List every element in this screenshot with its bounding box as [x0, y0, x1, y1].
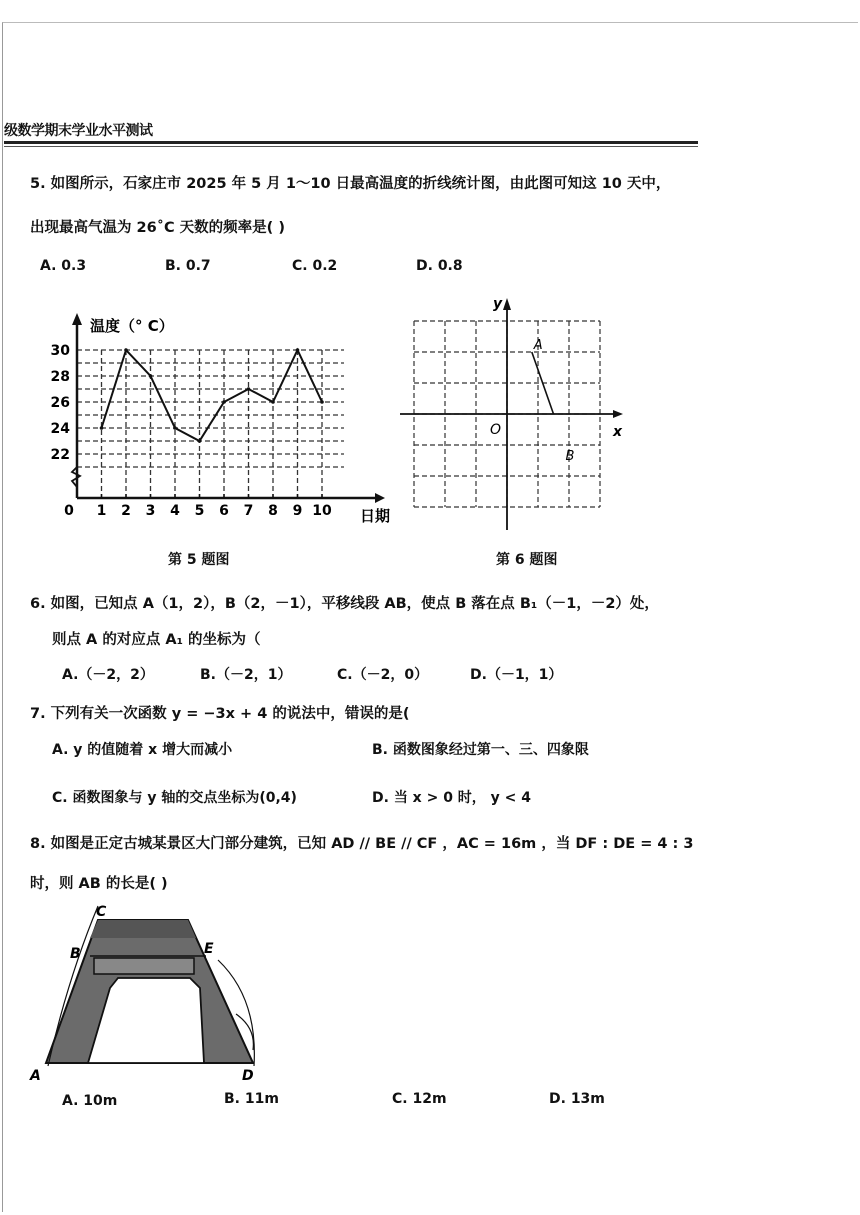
- q5-stem-line2: 出现最高气温为 26˚C 天数的频率是( ): [30, 220, 285, 236]
- label-a: A: [30, 1068, 41, 1083]
- header-rule-thin: [4, 146, 698, 147]
- x-tick-label-8: 8: [268, 503, 278, 519]
- x-tick-label-9: 9: [292, 503, 303, 519]
- chart-ticks: [51, 343, 332, 519]
- y-axis-letter: y: [493, 296, 503, 312]
- label-c: C: [96, 904, 107, 920]
- data-point-day-4: [173, 426, 177, 430]
- label-e: E: [204, 941, 214, 957]
- q7-option-d[interactable]: D. 当 x > 0 时， y < 4: [372, 790, 532, 806]
- q6-option-d[interactable]: D.（－1，1）: [470, 667, 563, 683]
- x-axis-arrow: [613, 410, 623, 418]
- q5-figure-caption: 第 5 题图: [168, 552, 230, 568]
- y-axis-arrow: [72, 313, 82, 325]
- q7-option-a[interactable]: A. y 的值随着 x 增大而减小: [52, 742, 233, 758]
- data-point-day-8: [271, 400, 275, 404]
- q8-option-b[interactable]: B. 11m: [224, 1091, 279, 1107]
- y-axis-arrow: [503, 298, 511, 310]
- point-a-label: A: [533, 338, 543, 353]
- header-rule: [4, 141, 698, 144]
- x-tick-label-7: 7: [243, 503, 254, 519]
- q7-stem: 7. 下列有关一次函数 y = −3x + 4 的说法中，错误的是(: [30, 706, 410, 722]
- x-tick-label-4: 4: [170, 503, 180, 519]
- x-axis-label: 日期: [360, 507, 391, 525]
- q5-option-b[interactable]: B. 0.7: [165, 258, 211, 274]
- q8-stem-line2: 时，则 AB 的长是( ): [30, 876, 168, 892]
- x-axis-letter: x: [613, 424, 623, 440]
- data-point-day-9: [296, 348, 300, 352]
- q5-option-a[interactable]: A. 0.3: [40, 258, 87, 274]
- point-b-label: B: [565, 449, 575, 464]
- data-point-day-1: [100, 426, 104, 430]
- temperature-line-chart: [50, 305, 400, 530]
- q6-option-c[interactable]: C.（－2，0）: [337, 667, 429, 683]
- q6-option-b[interactable]: B.（－2，1）: [200, 667, 292, 683]
- gate-building-figure: [28, 898, 268, 1083]
- q8-option-d[interactable]: D. 13m: [549, 1091, 605, 1107]
- q6-figure-caption: 第 6 题图: [496, 552, 558, 568]
- exam-header: 级数学期末学业水平测试: [4, 123, 153, 139]
- label-d: D: [242, 1068, 254, 1083]
- q5-stem-line1: 5. 如图所示，石家庄市 2025 年 5 月 1～10 日最高温度的折线统计图，由此图可知这 10 天中，: [30, 176, 671, 192]
- q5-option-c[interactable]: C. 0.2: [292, 258, 338, 274]
- x-tick-label-0: 0: [64, 503, 74, 519]
- q6-stem-line1: 6. 如图，已知点 A（1，2），B（2，－1），平移线段 AB，使点 B 落在点 B₁（－1，－2）处，: [30, 596, 659, 612]
- x-tick-label-1: 1: [96, 503, 107, 519]
- q5-option-d[interactable]: D. 0.8: [416, 258, 463, 274]
- q6-option-a[interactable]: A.（－2，2）: [62, 667, 154, 683]
- x-tick-label-5: 5: [194, 503, 205, 519]
- gate-top-band: [90, 920, 196, 938]
- data-point-day-3: [149, 374, 153, 378]
- x-axis-arrow: [375, 493, 385, 503]
- data-point-day-5: [198, 439, 202, 443]
- y-tick-label-26: 26: [50, 395, 70, 411]
- q8-option-c[interactable]: C. 12m: [392, 1091, 447, 1107]
- x-tick-label-2: 2: [121, 503, 131, 519]
- q6-stem-line2: 则点 A 的对应点 A₁ 的坐标为（: [52, 632, 261, 648]
- y-tick-label-28: 28: [50, 369, 70, 385]
- x-tick-label-10: 10: [312, 503, 332, 519]
- gate-lintel: [94, 958, 194, 974]
- coordinate-plane-figure: [395, 290, 635, 535]
- q8-stem-line1: 8. 如图是正定古城某景区大门部分建筑，已知 AD // BE // CF ，AC = 16m ，当 DF : DE = 4 : 3: [30, 836, 694, 852]
- chart-axes: [72, 313, 385, 503]
- y-axis-label: 温度（° C）: [90, 317, 174, 335]
- origin-label: O: [490, 422, 502, 438]
- q7-option-b[interactable]: B. 函数图象经过第一、三、四象限: [372, 742, 589, 758]
- x-tick-label-3: 3: [145, 503, 156, 519]
- q7-option-c[interactable]: C. 函数图象与 y 轴的交点坐标为(0,4): [52, 790, 297, 806]
- y-tick-label-30: 30: [50, 343, 70, 359]
- data-point-day-10: [320, 400, 324, 404]
- x-tick-label-6: 6: [219, 503, 229, 519]
- data-point-day-7: [247, 387, 251, 391]
- label-b: B: [70, 946, 81, 962]
- y-tick-label-24: 24: [50, 421, 70, 437]
- q8-option-a[interactable]: A. 10m: [62, 1093, 118, 1109]
- data-point-day-2: [124, 348, 128, 352]
- data-point-day-6: [222, 400, 226, 404]
- y-tick-label-22: 22: [50, 447, 70, 463]
